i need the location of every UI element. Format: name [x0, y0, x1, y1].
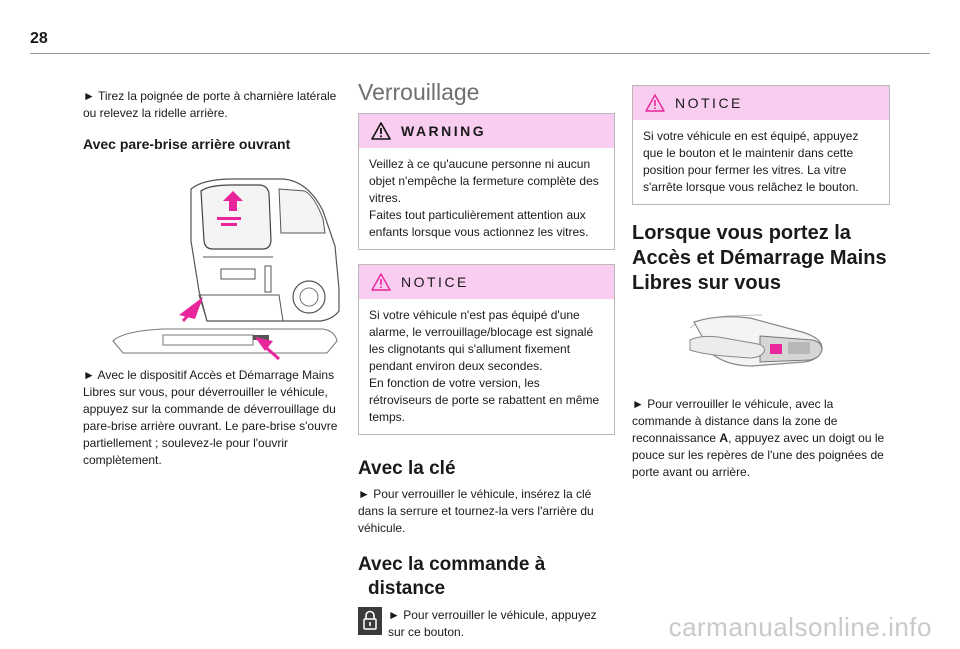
page-title: Verrouillage — [358, 79, 480, 105]
hands-free-heading-line-2: Accès et Démarrage Mains — [632, 247, 887, 269]
remote-heading — [358, 553, 615, 601]
rear-window-body-text: ► Avec le dispositif Accès et Démarrage Mains Libres sur vous, pour déverrouiller le véhicule, appuyez sur la commande de déverrouillage du pare-brise arrière ouvrant. Le pare-brise s'ouvre partiellement ; soulevez-le pour l'ouvrir complètement. — [83, 368, 338, 467]
warning-box — [358, 113, 615, 250]
warning-label: WARNING — [401, 122, 487, 139]
notice-right-body — [633, 120, 889, 204]
hands-free-heading-line-1: Lorsque vous portez la — [632, 222, 851, 244]
notice-box-right-header — [633, 86, 889, 120]
hands-free-body-pre: ► Pour verrouiller le véhicule, avec la commande à distance dans la zone de reconnaissance — [632, 397, 838, 445]
remote-heading-line-1: Avec la commande à — [358, 554, 546, 575]
hands-free-body-post: , appuyez avec un doigt ou le pouce sur les repères de l'une des poignées de porte avant ou arrière. — [632, 431, 885, 479]
column-left — [83, 88, 340, 469]
header-rule — [30, 53, 930, 54]
key-heading: Avec la clé — [358, 458, 456, 479]
remote-text: ► Pour verrouiller le véhicule, appuyez sur ce bouton. — [388, 608, 597, 639]
hands-free-body — [632, 396, 890, 481]
warning-text: Veillez à ce qu'aucune personne ni aucun objet n'empêche la fermeture complète des vitres. Faites tout particulièrement attention aux enfants lorsque vous actionnez les vitres. — [369, 157, 599, 239]
intro-text: ► Tirez la poignée de porte à charnière latérale ou relevez la ridelle arrière. — [83, 89, 337, 120]
key-text: ► Pour verrouiller le véhicule, insérez la clé dans la serrure et tournez-la vers l'arrière du véhicule. — [358, 487, 594, 535]
hands-free-heading-line-3: Libres sur vous — [632, 272, 781, 294]
page-number: 28 — [30, 30, 48, 47]
rear-window-illustration — [83, 171, 340, 361]
remote-row — [358, 607, 615, 641]
notice-triangle-icon — [371, 273, 391, 291]
warning-body — [359, 148, 614, 249]
door-handle-illustration — [632, 310, 890, 382]
notice-label: NOTICE — [401, 273, 469, 290]
column-middle — [358, 79, 615, 641]
notice-right-label: NOTICE — [675, 94, 743, 111]
padlock-icon — [358, 607, 382, 635]
zone-label-a: A — [719, 431, 729, 445]
notice-body — [359, 299, 614, 434]
hands-free-heading — [632, 221, 890, 296]
notice-box-header — [359, 265, 614, 299]
remote-heading-line-2: distance — [368, 578, 446, 599]
watermark: carmanualsonline.info — [668, 612, 932, 642]
notice-right-text: Si votre véhicule en est équipé, appuyez que le bouton et le maintenir dans cette position pour fermer les vitres. La vitre s'arrête lorsque vous relâchez le bouton. — [643, 129, 859, 194]
section-heading-rear-window: Avec pare-brise arrière ouvrant — [83, 136, 291, 152]
notice-box-middle — [358, 264, 615, 435]
notice-box-right — [632, 85, 890, 205]
notice-text: Si votre véhicule n'est pas équipé d'une alarme, le verrouillage/blocage est signalé les clignotants qui s'allument fixement pendant environ deux secondes. En fonction de votre version, les rétroviseurs de porte se rabattent en même temps. — [369, 308, 600, 424]
warning-box-header — [359, 114, 614, 148]
column-right — [632, 85, 890, 481]
warning-triangle-icon — [371, 122, 391, 140]
notice-triangle-icon — [645, 94, 665, 112]
